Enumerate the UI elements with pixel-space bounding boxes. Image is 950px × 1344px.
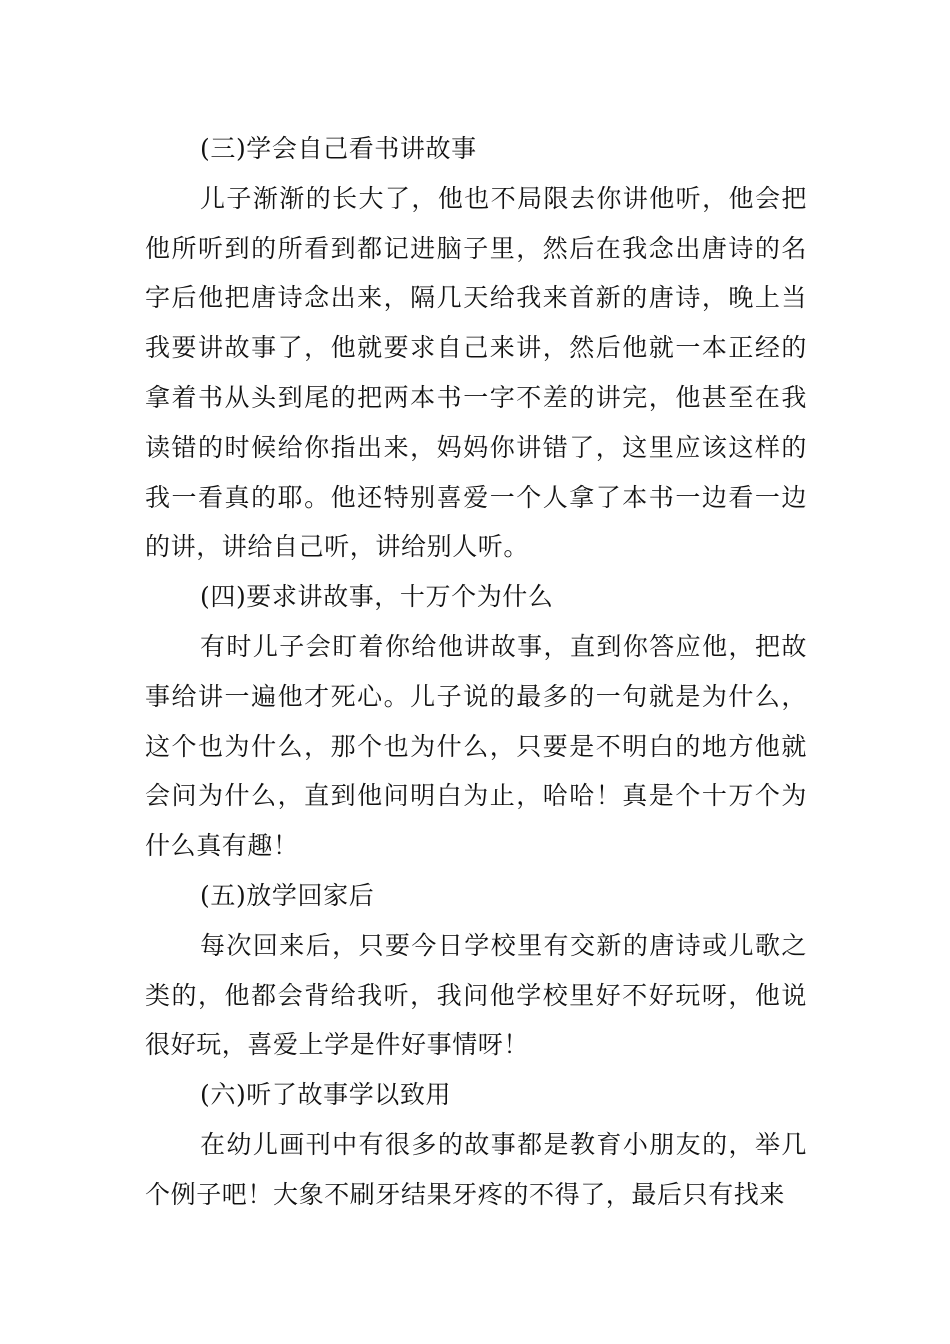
- document-body: [145, 124, 807, 1220]
- section-heading-3: (三)学会自己看书讲故事: [200, 134, 477, 163]
- section-heading-5: (五)放学回家后: [200, 880, 375, 910]
- paragraph-after-school: 每次回来后，只要今日学校里有交新的唐诗或儿歌之类的，他都会背给我听，我问他学校里好不好玩呀，他说很好玩，喜爱上学是件好事情呀！: [145, 930, 807, 1060]
- section-heading-4: (四)要求讲故事，十万个为什么: [200, 582, 554, 612]
- paragraph-why-questions: 有时儿子会盯着你给他讲故事，直到你答应他，把故事给讲一遍他才死心。儿子说的最多的一句就是为什么，这个也为什么，那个也为什么，只要是不明白的地方他就会问为什么，直到他问明白为止，哈哈！真是个十万个为什么真有趣！: [145, 631, 807, 861]
- section-heading-6: (六)听了故事学以致用: [200, 1080, 452, 1110]
- paragraph-self-reading: 儿子渐渐的长大了，他也不局限去你讲他听，他会把他所听到的所看到都记进脑子里，然后在我念出唐诗的名字后他把唐诗念出来，隔几天给我来首新的唐诗，晚上当我要讲故事了，他就要求自己来讲，然后他就一本正经的拿着书从头到尾的把两本书一字不差的讲完，他甚至在我读错的时候给你指出来，妈妈你讲错了，这里应该这样的我一看真的耶。他还特别喜爱一个人拿了本书一边看一边的讲，讲给自己听，讲给别人听。: [145, 183, 807, 562]
- paragraph-apply-stories: 在幼儿画刊中有很多的故事都是教育小朋友的，举几个例子吧！大象不刷牙结果牙疼的不得了，最后只有找来: [145, 1129, 807, 1209]
